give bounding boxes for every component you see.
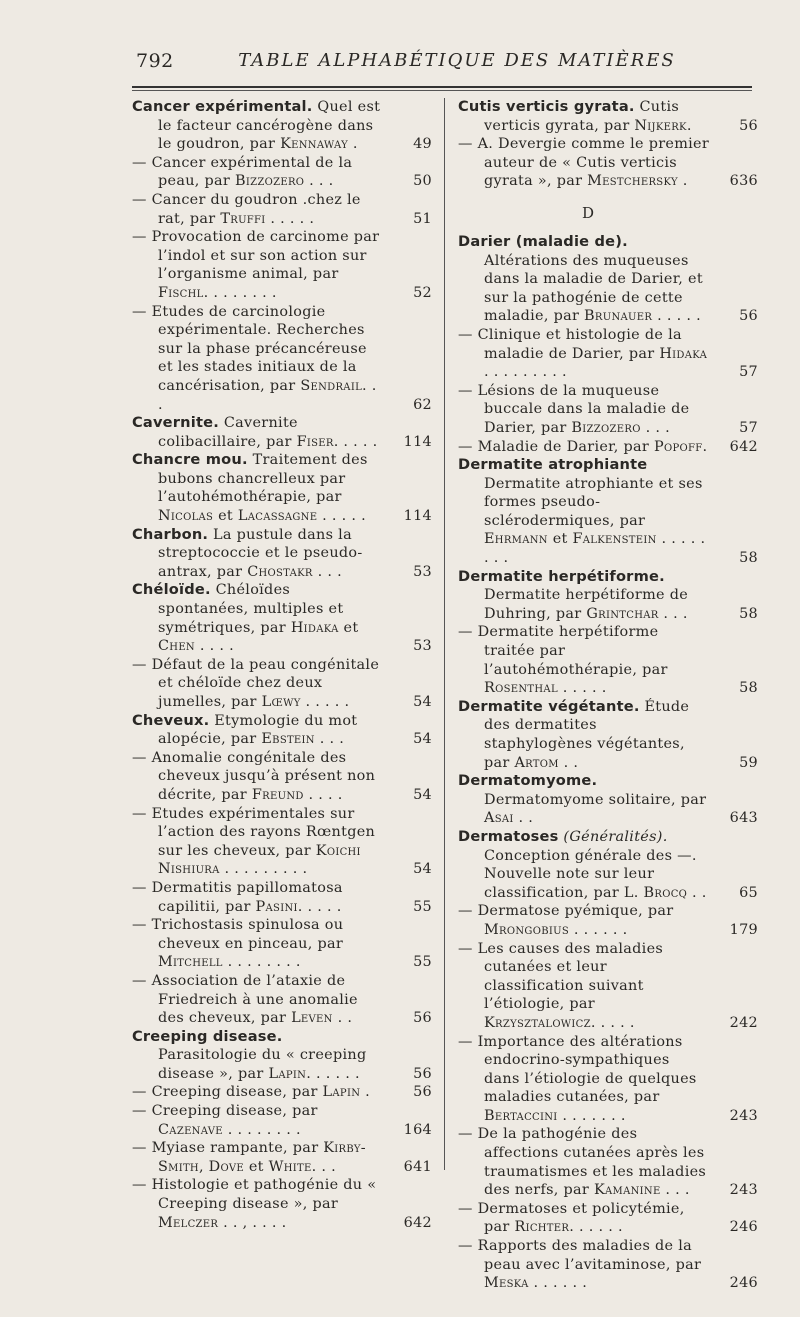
entry-leader: . . . . . — [265, 210, 315, 227]
index-subentry — [132, 1139, 432, 1176]
entry-author: Mitchell — [158, 954, 223, 971]
entry-author: Hidaka — [659, 345, 708, 362]
entry-text: — Histologie et pathogénie du « Creeping disease », par — [132, 1177, 377, 1213]
entry-leader: . . . . . . . — [557, 1107, 626, 1124]
entry-term: Dermatoses — [458, 827, 559, 845]
entry-author: Brunauer — [584, 308, 653, 325]
entry-page-number: 179 — [729, 921, 758, 938]
index-subentry — [132, 879, 432, 916]
entry-term: Chéloïde. — [132, 581, 211, 599]
entry-page-number: 62 — [413, 396, 432, 413]
index-entry — [458, 568, 758, 624]
running-title: TABLE ALPHABÉTIQUE DES MATIÈRES — [238, 50, 676, 71]
entry-text: — A. Devergie comme le premier auteur de « Cutis verticis gyrata », par — [458, 136, 710, 190]
entry-page-number: 57 — [739, 364, 758, 381]
entry-term: Dermatomyome. — [458, 772, 598, 790]
entry-leader: et — [243, 1158, 269, 1175]
entry-page-number: 243 — [729, 1107, 758, 1124]
entry-author: Freund — [251, 786, 304, 803]
index-entry — [458, 456, 758, 568]
entry-text: La pustule dans la streptococcie et le pseudo-antrax, par — [158, 526, 363, 580]
entry-text: — Dermatite herpétiforme traitée par l’autohémothérapie, par — [458, 624, 668, 678]
entry-page-number: 56 — [739, 308, 758, 325]
entry-leader: . . . — [311, 1158, 336, 1175]
entry-page-number: 58 — [739, 550, 758, 567]
index-subentry — [458, 1125, 758, 1199]
entry-text: Cutis verticis gyrata, par — [484, 99, 680, 134]
entry-author: Meska — [484, 1275, 529, 1292]
entry-page-number: 53 — [413, 563, 432, 580]
index-subentry — [132, 191, 432, 228]
entry-page-number: 636 — [729, 173, 758, 190]
entry-text: — Myiase rampante, par — [132, 1140, 324, 1157]
entry-text: — Trichostasis spinulosa ou cheveux en pinceau, par — [132, 917, 344, 952]
entry-text: — Cancer du goudron .chez le rat, par — [132, 191, 361, 227]
entry-text: Cavernite colibacillaire, par — [158, 415, 298, 450]
entry-author: Bizzozero — [571, 419, 641, 436]
entry-page-number: 57 — [739, 419, 758, 436]
entry-text: — Importance des altérations endocrino-sympathiques dans l’étiologie de quelques maladies cutanées, par — [458, 1033, 697, 1106]
entry-leader: . — [360, 1084, 371, 1101]
entry-leader: . . . — [640, 419, 670, 436]
entry-page-number: 641 — [403, 1158, 432, 1175]
index-entry — [458, 698, 758, 772]
entry-leader: . . . — [158, 377, 377, 413]
entry-leader: . — [686, 117, 692, 134]
index-entry — [132, 1028, 432, 1084]
entry-author: Chostakr — [247, 563, 313, 580]
entry-author: Bertaccini — [484, 1107, 558, 1124]
index-subentry — [458, 902, 758, 939]
entry-leader: . . . . . . . . — [222, 1121, 301, 1138]
entry-leader: . . . . . . . . . — [219, 861, 308, 878]
entry-text: Parasitologie du « creeping disease », par — [158, 1047, 367, 1082]
entry-page-number: 52 — [413, 284, 432, 301]
entry-term: Charbon. — [132, 525, 209, 543]
entry-leader: . — [677, 173, 688, 190]
entry-leader: . . . . . — [297, 898, 342, 915]
entry-page-number: 51 — [413, 210, 432, 227]
entry-page-number: 114 — [403, 433, 432, 450]
entry-author: Mrongobius — [484, 921, 569, 938]
entry-author: Leven — [291, 1010, 333, 1027]
entry-page-number: 642 — [729, 438, 758, 455]
entry-leader: . . . . — [303, 786, 343, 803]
entry-author: Krzysztalowicz — [484, 1014, 591, 1031]
index-subentry — [132, 805, 432, 879]
index-entry — [132, 414, 432, 451]
entry-leader: . . . — [312, 563, 342, 580]
index-subentry — [458, 1200, 758, 1237]
entry-text: — Dermatoses et policytémie, par — [458, 1200, 685, 1236]
entry-leader: . . . . . — [317, 508, 367, 525]
entry-page-number: 55 — [413, 954, 432, 971]
entry-leader: . . . — [314, 731, 345, 748]
index-entry — [132, 451, 432, 525]
page-header — [132, 50, 752, 80]
index-subentry — [132, 1102, 432, 1139]
index-entry — [132, 712, 432, 749]
entry-leader: . . . . . . — [568, 921, 628, 938]
entry-text: — Défaut de la peau congénitale et chéloïde chez deux jumelles, par — [132, 656, 380, 710]
entry-term: Cancer expérimental. — [132, 98, 313, 115]
entry-text: Traitement des bubons chancrelleux par l’autohémothérapie, par — [158, 452, 368, 506]
entry-text: — Dermatitis papillomatosa capilitii, par — [132, 879, 343, 915]
entry-author: Lapin — [322, 1084, 361, 1101]
index-subentry — [132, 749, 432, 805]
entry-term: Chancre mou. — [132, 451, 248, 469]
entry-leader: . . . . . . — [528, 1275, 588, 1292]
entry-leader: . — [702, 438, 708, 455]
entry-term: Creeping disease. — [132, 1027, 283, 1045]
index-subentry — [132, 656, 432, 712]
index-entry — [458, 828, 758, 902]
index-entry — [458, 772, 758, 828]
entry-author: Kamanine — [593, 1182, 661, 1199]
entry-leader: . . , . . . . — [218, 1214, 287, 1231]
entry-author: Kirby-Smith, Dove — [158, 1140, 366, 1175]
entry-page-number: 54 — [413, 786, 432, 803]
entry-author: Nicolas — [158, 508, 214, 525]
right-column — [458, 98, 758, 1293]
entry-page-number: 246 — [729, 1275, 758, 1292]
header-rule-thin — [132, 90, 752, 91]
entry-page-number: 54 — [413, 694, 432, 710]
entry-text: Dermatite atrophiante et ses formes pseudo-sclérodermiques, par — [484, 475, 703, 529]
entry-page-number: 54 — [413, 861, 432, 878]
entry-leader: . . . . . . . . . — [484, 364, 567, 381]
entry-leader: et — [213, 508, 238, 525]
entry-page-number: 59 — [739, 754, 758, 771]
entry-leader: et — [338, 619, 359, 636]
entry-term-qualifier: (Généralités). — [563, 828, 668, 845]
entry-author: Fischl — [158, 284, 204, 301]
entry-text: — Association de l’ataxie de Friedreich à une anomalie des cheveux, par — [132, 972, 358, 1027]
entry-leader: . . — [332, 1010, 353, 1027]
index-subentry — [132, 154, 432, 191]
entry-author: Bizzozero — [234, 173, 305, 190]
entry-leader: . . . . . — [300, 694, 350, 710]
entry-term: Dermatite atrophiante — [458, 456, 648, 474]
entry-page-number: 58 — [739, 605, 758, 622]
index-subentry — [458, 438, 758, 457]
index-subentry — [458, 940, 758, 1033]
entry-leader: . . — [558, 754, 579, 771]
entry-leader: . . . . . . — [569, 1219, 623, 1236]
entry-author: Lœwy — [261, 694, 301, 710]
entry-author: Nijkerk — [634, 117, 687, 134]
left-column — [132, 98, 432, 1232]
entry-page-number: 50 — [413, 173, 432, 190]
entry-text: Etymologie du mot alopécie, par — [158, 712, 358, 748]
entry-term: Dermatite herpétiforme. — [458, 567, 665, 585]
entry-text: — Lésions de la muqueuse buccale dans la maladie de Darier, par — [458, 382, 690, 436]
entry-term: Cheveux. — [132, 711, 210, 729]
entry-leader: . . . . — [194, 638, 234, 655]
entry-author: Lacassagne — [237, 508, 318, 525]
entry-leader: . . . — [304, 173, 334, 190]
entry-author: Richter — [514, 1219, 570, 1236]
header-rule — [132, 86, 752, 88]
entry-term: Cavernite. — [132, 414, 219, 432]
entry-term: Dermatite végétante. — [458, 697, 640, 715]
index-subentry — [458, 623, 758, 697]
entry-text: Chéloïdes spontanées, multiples et symétriques, par — [158, 582, 344, 636]
entry-page-number: 53 — [413, 638, 432, 655]
index-subentry — [458, 382, 758, 438]
entry-author: Hidaka — [290, 619, 339, 636]
entry-text: Dermatite herpétiforme de Duhring, par — [484, 587, 689, 622]
entry-leader: . . . — [660, 1182, 690, 1199]
entry-author: Ehrmann — [484, 531, 548, 548]
entry-page-number: 56 — [413, 1084, 432, 1101]
entry-page-number: 56 — [739, 117, 758, 134]
entry-text: — Provocation de carcinome par l’indol et sur son action sur l’organisme animal, par — [132, 229, 380, 283]
entry-text: — Rapports des maladies de la peau avec l’avitaminose, par — [458, 1238, 702, 1273]
entry-author: Falkenstein — [572, 531, 657, 548]
entry-page-number: 55 — [413, 898, 432, 915]
entry-leader: . . . . . . — [306, 1065, 360, 1082]
index-subentry — [132, 916, 432, 972]
index-subentry — [132, 1176, 432, 1232]
entry-author: Pasini — [255, 898, 298, 915]
column-divider — [444, 98, 445, 1170]
entry-leader: . . . . . — [557, 680, 607, 697]
entry-text: Dermatomyome solitaire, par — [484, 791, 707, 808]
index-subentry — [458, 326, 758, 382]
entry-leader: . . . . . — [590, 1014, 635, 1031]
entry-page-number: 56 — [413, 1065, 432, 1082]
entry-text: — Creeping disease, par — [132, 1084, 323, 1101]
entry-author: Mestchersky — [587, 173, 678, 190]
entry-page-number: 242 — [729, 1014, 758, 1031]
entry-author: Chen — [158, 638, 195, 655]
entry-leader: . . — [513, 810, 534, 827]
entry-term: Cutis verticis gyrata. — [458, 98, 635, 115]
index-subentry — [458, 135, 758, 191]
entry-author: Fiser — [296, 433, 334, 450]
entry-author: Artom — [514, 754, 559, 771]
index-entry — [458, 233, 758, 326]
entry-author: Asai — [484, 810, 514, 827]
entry-page-number: 56 — [413, 1010, 432, 1027]
entry-leader: . . — [687, 884, 707, 901]
entry-leader: . . . . . — [333, 433, 378, 450]
entry-author: Cazenave — [158, 1121, 223, 1138]
entry-text: — Etudes de carcinologie expérimentale. Recherches sur la phase précancéreuse et les stades initiaux de la cancérisation, par — [132, 303, 367, 394]
entry-author: White — [268, 1158, 312, 1175]
entry-page-number: 49 — [413, 136, 432, 153]
entry-text: — Etudes expérimentales sur l’action des rayons Rœntgen sur les cheveux, par — [132, 805, 376, 859]
entry-text: Quel est le facteur cancérogène dans le goudron, par — [158, 99, 381, 153]
index-subentry — [132, 1083, 432, 1102]
entry-page-number: 54 — [413, 731, 432, 748]
entry-leader: . . . — [658, 605, 688, 622]
entry-text: — Anomalie congénitale des cheveux jusqu’à présent non décrite, par — [132, 749, 376, 803]
entry-text: Étude des dermatites staphylogènes végétantes, par — [484, 698, 690, 771]
entry-page-number: 643 — [729, 810, 758, 827]
entry-author: Popoff — [653, 438, 703, 455]
index-entry — [132, 581, 432, 655]
entry-author: Grintchar — [586, 605, 659, 622]
entry-leader: . . . . . . . . — [222, 954, 301, 971]
index-subentry — [458, 1237, 758, 1293]
entry-leader: et — [547, 531, 573, 548]
entry-text: — Clinique et histologie de la maladie de Darier, par — [458, 326, 682, 362]
index-subentry — [132, 228, 432, 302]
entry-text: Conception générale des —. Nouvelle note sur leur classification, par L. — [484, 847, 697, 901]
entry-page-number: 243 — [729, 1182, 758, 1199]
entry-page-number: 246 — [729, 1219, 758, 1236]
entry-author: Kennaway — [280, 136, 349, 153]
index-entry — [132, 98, 432, 154]
section-letter: D — [581, 203, 595, 222]
page-number: 792 — [136, 50, 174, 72]
entry-author: Truffi — [220, 210, 266, 227]
index-subentry — [458, 1033, 758, 1126]
entry-author: Koichi Nishiura — [158, 842, 361, 878]
index-entry — [458, 98, 758, 135]
entry-text: — Les causes des maladies cutanées et leur classification suivant l’étiologie, par — [458, 940, 664, 1013]
index-subentry — [132, 972, 432, 1028]
index-subentry — [132, 303, 432, 415]
entry-text: Altérations des muqueuses dans la maladie de Darier, et sur la pathogénie de cette maladie, par — [484, 252, 703, 325]
entry-author: Rosenthal — [484, 680, 558, 697]
entry-author: Lapin — [268, 1065, 307, 1082]
entry-author: Melczer — [158, 1214, 219, 1231]
entry-text: — Maladie de Darier, par — [458, 438, 654, 455]
entry-page-number: 642 — [403, 1214, 432, 1231]
entry-leader: . . . . . . . . — [203, 284, 277, 301]
entry-page-number: 114 — [403, 508, 432, 525]
entry-page-number: 164 — [403, 1121, 432, 1138]
index-entry — [132, 526, 432, 582]
entry-term: Darier (maladie de). — [458, 232, 628, 250]
entry-leader: . — [348, 136, 358, 153]
entry-text: — Cancer expérimental de la peau, par — [132, 154, 353, 190]
entry-text: — Creeping disease, par — [132, 1103, 318, 1120]
entry-page-number: 65 — [739, 884, 758, 901]
entry-leader: . . . . . . . . — [484, 531, 706, 567]
entry-page-number: 58 — [739, 680, 758, 697]
entry-author: Sendrail — [300, 377, 363, 394]
entry-author: Brocq — [643, 884, 688, 901]
entry-text: — Dermatose pyémique, par — [458, 903, 674, 920]
entry-leader: . . . . . — [652, 308, 701, 325]
entry-author: Ebstein — [261, 731, 315, 748]
entry-text: — De la pathogénie des affections cutanées après les traumatismes et les maladies des nerfs, par — [458, 1126, 707, 1199]
